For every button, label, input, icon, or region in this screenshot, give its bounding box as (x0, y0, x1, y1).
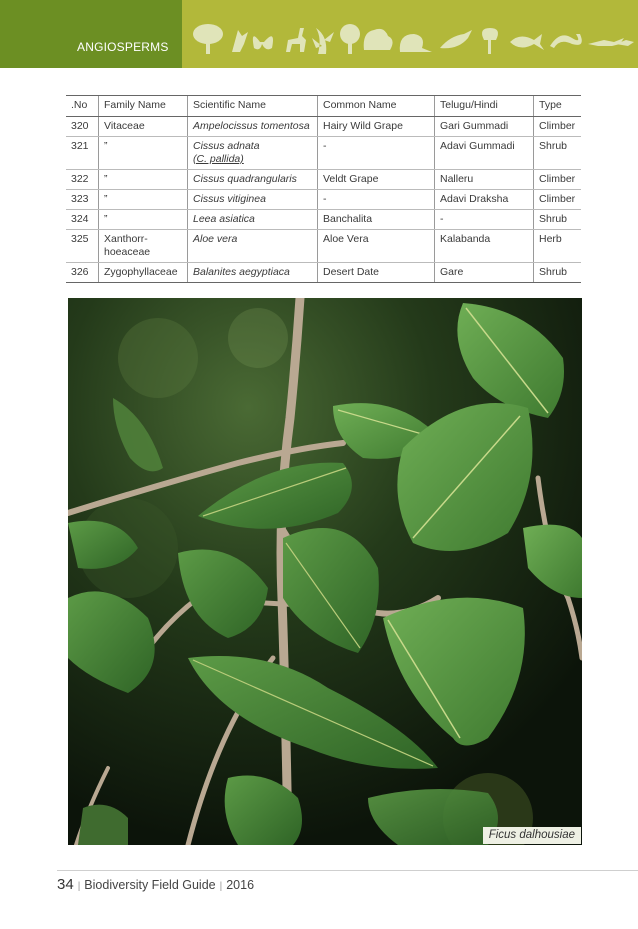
fern-icon (312, 28, 334, 54)
cell-common: Veldt Grape (318, 170, 435, 190)
wildlife-silhouettes (188, 22, 634, 58)
cell-telugu: - (435, 210, 534, 230)
cell-telugu: Adavi Gummadi (435, 137, 534, 170)
cell-telugu: Nalleru (435, 170, 534, 190)
cell-type: Climber (534, 117, 582, 137)
table-row (66, 137, 581, 170)
cell-family: Zygophyllaceae (99, 263, 188, 283)
plant-photo (68, 298, 582, 845)
footer-separator: | (77, 881, 81, 892)
publication-title: Biodiversity Field Guide (84, 878, 216, 892)
table-row (66, 190, 581, 210)
column-header-type: Type (534, 96, 582, 117)
cell-telugu: Gari Gummadi (435, 117, 534, 137)
scientific-name: Cissus adnata (193, 140, 260, 152)
cell-scientific: Ampelocissus tomentosa (188, 117, 318, 137)
cell-type: Shrub (534, 210, 582, 230)
tree-icon (193, 24, 223, 54)
cell-no: 325 (66, 230, 99, 263)
column-header-scientific: Scientific Name (188, 96, 318, 117)
cell-telugu: Kalabanda (435, 230, 534, 263)
tree-icon (340, 24, 360, 54)
column-header-family: Family Name (99, 96, 188, 117)
cell-type: Herb (534, 230, 582, 263)
table-row (66, 263, 581, 283)
table-row (66, 170, 581, 190)
cell-no: 320 (66, 117, 99, 137)
page-number: 34 (57, 876, 74, 893)
cell-common: - (318, 137, 435, 170)
scientific-synonym: (C. pallida) (193, 153, 244, 165)
cell-scientific: Balanites aegyptiaca (188, 263, 318, 283)
fish-icon (510, 34, 544, 50)
cell-scientific: Leea asiatica (188, 210, 318, 230)
cell-common: Hairy Wild Grape (318, 117, 435, 137)
cell-no: 322 (66, 170, 99, 190)
table-row (66, 230, 581, 263)
cell-family: ” (99, 210, 188, 230)
snail-icon (400, 34, 432, 52)
ficus-leaves-illustration (68, 298, 582, 845)
deer-icon (286, 28, 306, 52)
cell-type: Climber (534, 170, 582, 190)
table-row (66, 210, 581, 230)
cell-common: Banchalita (318, 210, 435, 230)
species-table (66, 95, 581, 283)
footer-divider (57, 870, 638, 871)
table-row (66, 117, 581, 137)
cell-telugu: Adavi Draksha (435, 190, 534, 210)
column-header-telugu: Telugu/Hindi (435, 96, 534, 117)
bird-icon (232, 30, 248, 52)
column-header-common: Common Name (318, 96, 435, 117)
bush-icon (364, 29, 393, 50)
cell-family: ” (99, 170, 188, 190)
publication-year: 2016 (226, 878, 255, 892)
cell-scientific: Aloe vera (188, 230, 318, 263)
cell-telugu: Gare (435, 263, 534, 283)
cell-type: Climber (534, 190, 582, 210)
bird-icon (440, 30, 472, 48)
cell-type: Shrub (534, 137, 582, 170)
cell-type: Shrub (534, 263, 582, 283)
cell-family: Vitaceae (99, 117, 188, 137)
header-section-tab (0, 0, 182, 68)
section-title: ANGIOSPERMS (77, 40, 169, 54)
cell-no: 324 (66, 210, 99, 230)
snake-icon (550, 34, 582, 48)
cell-family: ” (99, 190, 188, 210)
cell-no: 321 (66, 137, 99, 170)
cell-common: Desert Date (318, 263, 435, 283)
cell-family: ” (99, 137, 188, 170)
cell-common: - (318, 190, 435, 210)
cell-no: 326 (66, 263, 99, 283)
lizard-icon (588, 38, 624, 46)
footer-separator: | (219, 881, 223, 892)
cell-common: Aloe Vera (318, 230, 435, 263)
photo-caption: Ficus dalhousiae (483, 827, 581, 844)
page-footer (57, 876, 254, 893)
cell-scientific: Cissus quadrangularis (188, 170, 318, 190)
table-header-row (66, 96, 581, 117)
column-header-no: .No (66, 96, 99, 117)
cell-no: 323 (66, 190, 99, 210)
tree-icon (482, 28, 498, 54)
butterfly-icon (253, 36, 273, 49)
cell-scientific: Cissus vitiginea (188, 190, 318, 210)
cell-family: Xanthorr-hoeaceae (99, 230, 188, 263)
cell-scientific (188, 137, 318, 170)
